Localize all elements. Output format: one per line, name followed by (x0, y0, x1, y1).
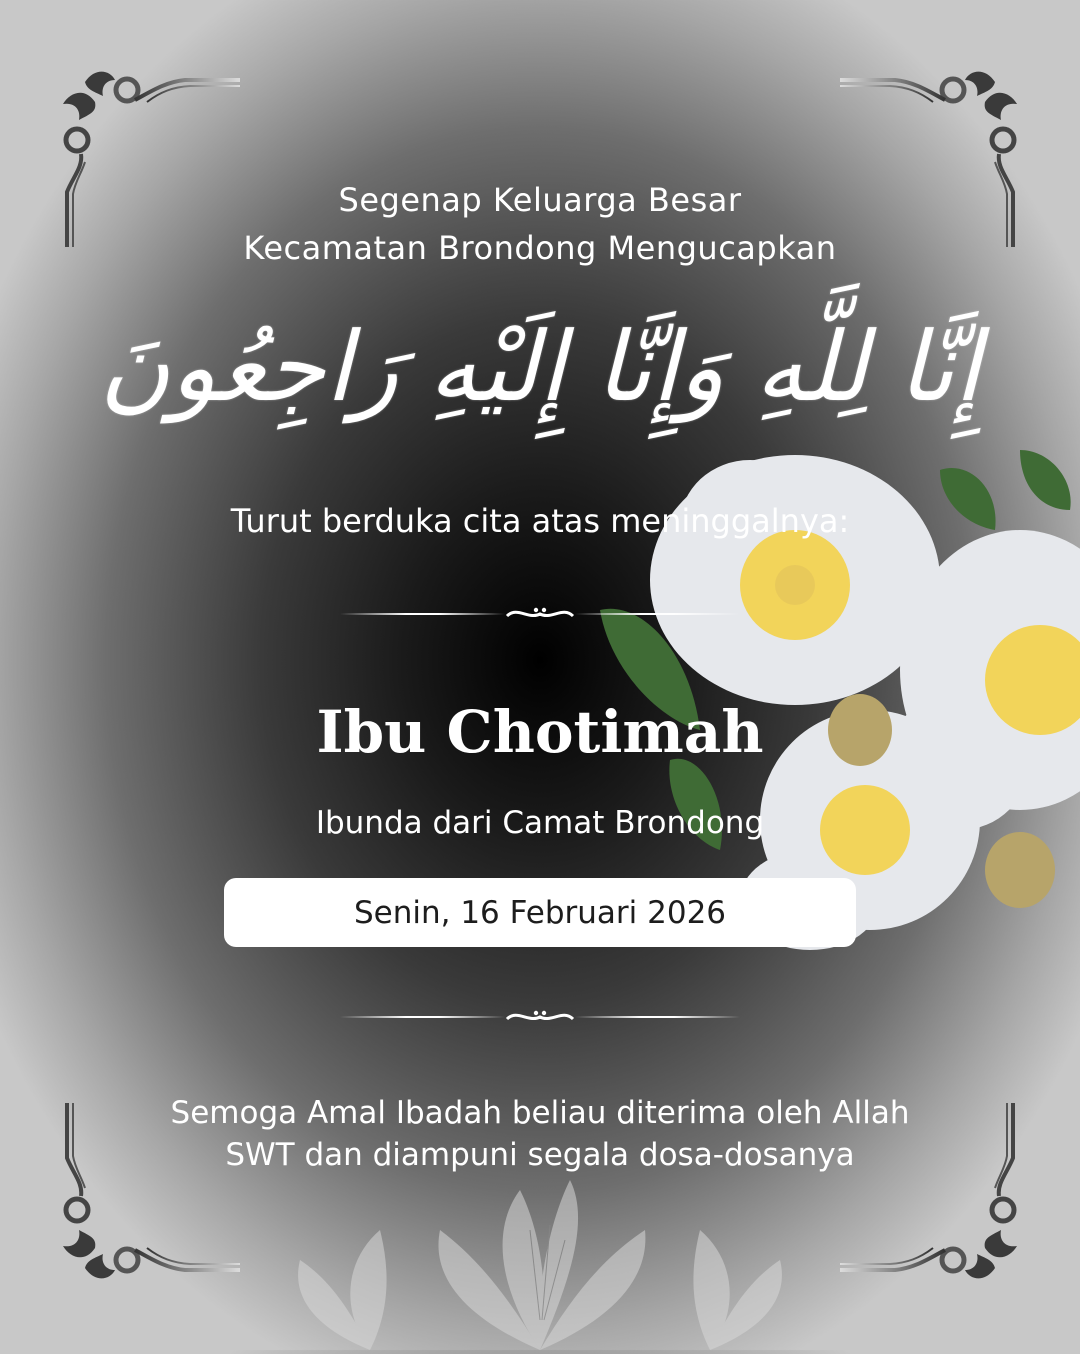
header-line-2: Kecamatan Brondong Mengucapkan (243, 229, 837, 267)
date-text: Senin, 16 Februari 2026 (353, 894, 727, 931)
family-header (0, 176, 1080, 272)
scroll-ornament-icon (503, 1007, 577, 1027)
prayer-line-2: SWT dan diampuni segala dosa-dosanya (225, 1137, 855, 1173)
scroll-ornament-icon (503, 604, 577, 624)
prayer-line-1: Semoga Amal Ibadah beliau diterima oleh Allah (170, 1095, 910, 1131)
condolence-text: Turut berduka cita atas meninggalnya: (230, 502, 850, 540)
divider-top (340, 604, 740, 624)
date-box (224, 878, 856, 947)
header-line-1: Segenap Keluarga Besar (338, 181, 742, 219)
deceased-name: Ibu Chotimah (316, 698, 764, 766)
divider-bottom (340, 1007, 740, 1027)
relation-text: Ibunda dari Camat Brondong (315, 805, 765, 841)
lily-decoration (250, 1170, 830, 1350)
prayer-text (0, 1092, 1080, 1176)
arabic-calligraphy: إِنَّا لِلَّهِ وَإِنَّا إِلَيْهِ رَاجِعُونَ (99, 311, 981, 423)
lily-flower-icon (250, 1170, 830, 1350)
